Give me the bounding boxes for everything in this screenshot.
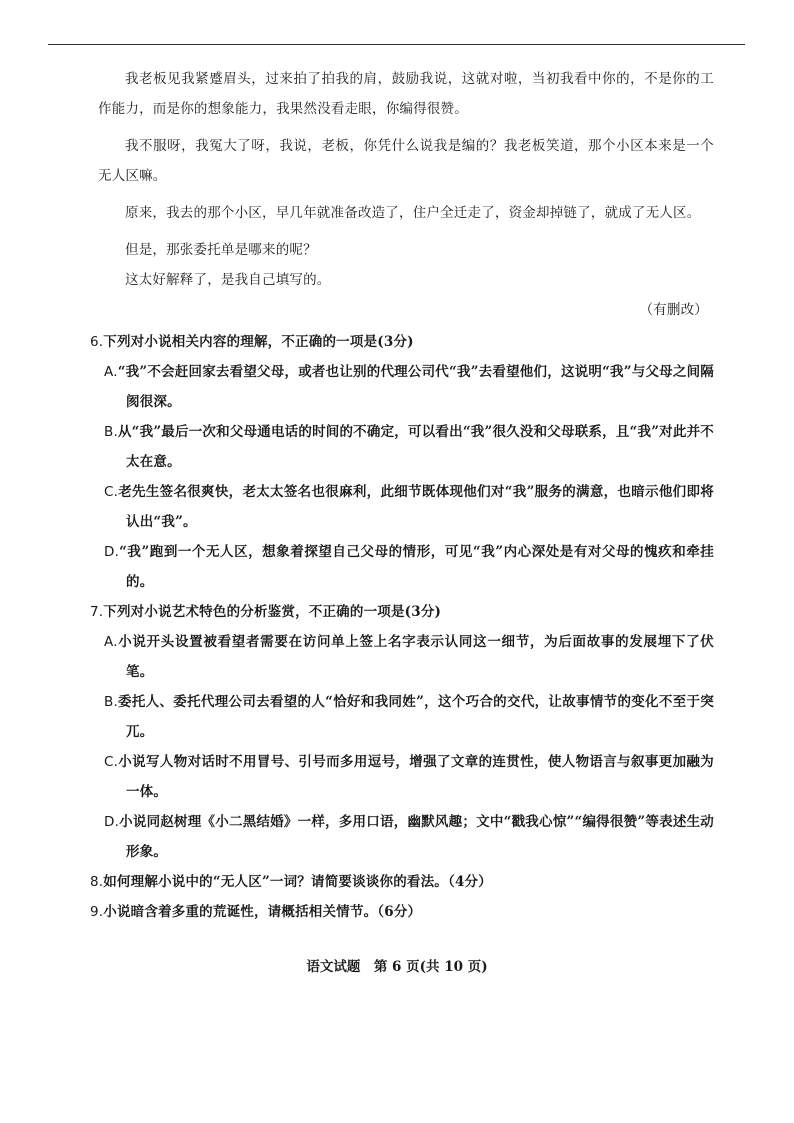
question-number: 8. — [90, 874, 104, 890]
option-label: C. — [104, 754, 119, 770]
option-text: “我”跑到一个无人区，想象着探望自己父母的情形，可见“我”内心深处是有对父母的愧疚和牵挂的。 — [119, 544, 714, 590]
option-a — [98, 357, 714, 417]
page-content — [90, 64, 714, 927]
option-text: 小说开头设置被看望者需要在访问单上签上名字表示认同这一细节，为后面故事的发展埋下了伏笔。 — [117, 634, 714, 680]
question-text: 小说暗含着多重的荒诞性，请概括相关情节。（6分） — [103, 904, 422, 920]
source-note: （有删改） — [639, 302, 708, 318]
passage-paragraph-3: 原来，我去的那个小区，早几年就准备改造了，住户全迁走了，资金却掉链了，就成了无人区。 — [125, 205, 701, 221]
option-b — [98, 687, 714, 747]
question-stem — [90, 897, 714, 927]
question-text: 下列对小说相关内容的理解，不正确的一项是(3分) — [103, 334, 414, 350]
passage-paragraph-2: 我不服呀，我冤大了呀，我说，老板，你凭什么说我是编的？我老板笑道，那个小区本来是一个无人区嘛。 — [98, 138, 714, 184]
question-7 — [90, 597, 714, 867]
question-8 — [90, 867, 714, 897]
question-number: 9. — [90, 904, 104, 920]
option-c — [98, 747, 714, 807]
option-label: D. — [104, 814, 120, 830]
passage-paragraph-5: 这太好解释了，是我自己填写的。 — [125, 272, 331, 288]
passage-paragraph-1: 我老板见我紧蹙眉头，过来拍了拍我的肩，鼓励我说，这就对啦，当初我看中你的，不是你的工作能力，而是你的想象能力，我果然没看走眼，你编得很赞。 — [98, 71, 714, 117]
option-label: D. — [104, 544, 120, 560]
option-label: B. — [104, 694, 118, 710]
option-text: 老先生签名很爽快，老太太签名也很麻利，此细节既体现他们对“我”服务的满意，也暗示他们即将认出“我”。 — [118, 484, 714, 530]
page-footer: 语文试题 第 6 页(共 10 页) — [306, 959, 488, 975]
question-text: 下列对小说艺术特色的分析鉴赏，不正确的一项是(3分) — [103, 604, 442, 620]
option-d — [98, 807, 714, 867]
question-number: 6. — [90, 334, 104, 350]
option-text: 小说同赵树理《小二黑结婚》一样，多用口语，幽默风趣；文中“戳我心惊”“编得很赞”等表述生动形象。 — [119, 814, 714, 860]
option-a — [98, 627, 714, 687]
option-text: “我”不会赶回家去看望父母，或者也让别的代理公司代“我”去看望他们，这说明“我”与父母之间隔阂很深。 — [117, 364, 714, 410]
option-label: B. — [104, 424, 118, 440]
option-text: 委托人、委托代理公司去看望的人“恰好和我同姓”，这个巧合的交代，让故事情节的变化不至于突兀。 — [117, 694, 714, 740]
question-6 — [90, 327, 714, 597]
header-rule — [48, 44, 745, 45]
option-label: C. — [104, 484, 119, 500]
option-label: A. — [104, 364, 118, 380]
passage-paragraph-4: 但是，那张委托单是哪来的呢？ — [125, 242, 317, 258]
option-label: A. — [104, 634, 118, 650]
question-text: 如何理解小说中的“无人区”一词？请简要谈谈你的看法。（4分） — [103, 874, 492, 890]
question-stem — [90, 597, 714, 627]
option-c — [98, 477, 714, 537]
question-9 — [90, 897, 714, 927]
option-d — [98, 537, 714, 597]
option-text: 从“我”最后一次和父母通电话的时间的不确定，可以看出“我”很久没和父母联系，且“我”对此并不太在意。 — [117, 424, 714, 470]
question-number: 7. — [90, 604, 104, 620]
question-stem — [90, 867, 714, 897]
question-stem — [90, 327, 714, 357]
option-b — [98, 417, 714, 477]
option-text: 小说写人物对话时不用冒号、引号而多用逗号，增强了文章的连贯性，使人物语言与叙事更加融为一体。 — [118, 754, 714, 800]
